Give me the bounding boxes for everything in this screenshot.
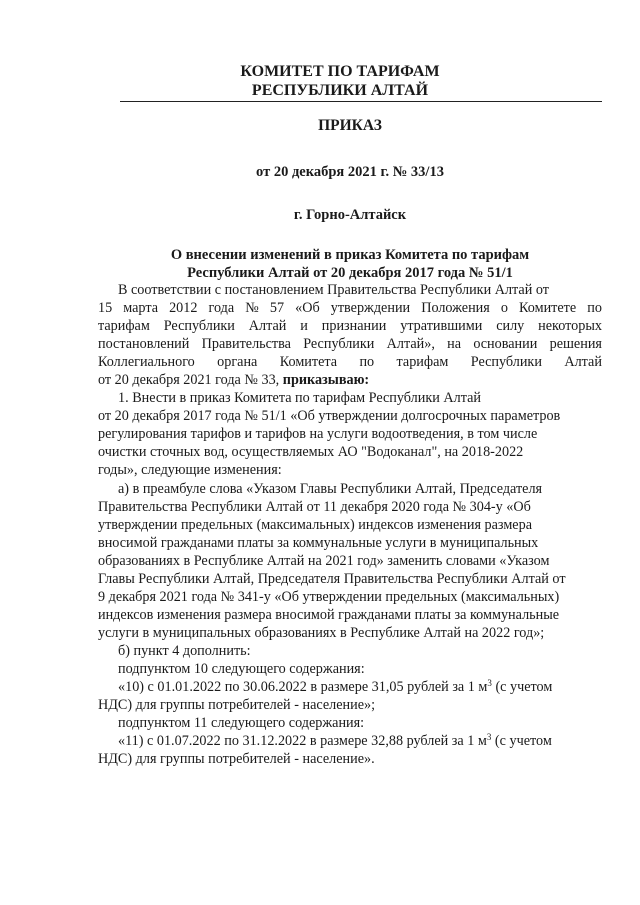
subitem-11-text: «11) с 01.07.2022 по 31.12.2022 в размере 32,88 рублей за 1 м [118, 733, 487, 750]
subject-line-1: О внесении изменений в приказ Комитета по тарифам [170, 247, 530, 263]
subject-line-2: Республики Алтай от 20 декабря 2017 года № 51/1 [187, 265, 513, 281]
subitem-10-text: «10) с 01.01.2022 по 30.06.2022 в размере 31,05 рублей за 1 м [118, 679, 488, 696]
word: марта [123, 300, 159, 317]
text-line [98, 353, 602, 371]
text-line: очистки сточных вод, осуществляемых АО "Водоканал", на 2018-2022 [98, 444, 524, 461]
word: Положения [421, 300, 490, 317]
word: утверждении [330, 300, 411, 317]
text-line: индексов изменения размера вносимой гражданами платы за коммунальные [98, 606, 560, 623]
text-line: НДС) для группы потребителей - население»; [98, 697, 376, 714]
word: года [208, 300, 235, 317]
word: 2012 [169, 300, 198, 317]
word: утратившими [400, 318, 483, 335]
word: Алтай [564, 354, 602, 371]
document-body [98, 281, 602, 768]
subitem-11-tail: (с учетом [491, 733, 552, 750]
word: решения [549, 336, 602, 353]
document-subject [98, 246, 602, 282]
word: органа [217, 354, 258, 371]
text-line [98, 678, 602, 696]
text-line: 1. Внести в приказ Комитета по тарифам Республики Алтай [118, 390, 481, 407]
word: Алтай», [386, 336, 435, 353]
word: по [359, 354, 375, 371]
text-line: услуги в муниципальных образованиях в Республике Алтай на 2022 год»; [98, 624, 545, 641]
text-line: утверждении предельных (максимальных) индексов изменения размера [98, 516, 532, 533]
word: 57 [269, 300, 285, 317]
text-line [98, 335, 602, 353]
word: тарифам [98, 318, 150, 335]
document-date-number: от 20 декабря 2021 г. № 33/13 [256, 164, 444, 180]
text-line: образованиях в Республике Алтай на 2021 год» заменить словами «Указом [98, 552, 550, 569]
word: на [447, 336, 462, 353]
word: Комитете [519, 300, 577, 317]
text-line: 9 декабря 2021 года № 341-у «Об утверждении предельных (максимальных) [98, 588, 560, 605]
word: Алтай [248, 318, 287, 335]
header-divider [120, 101, 602, 102]
cubic-superscript: 3 [487, 678, 492, 689]
text-line [98, 732, 602, 750]
word: 15 [98, 300, 113, 317]
organization-line-1: КОМИТЕТ ПО ТАРИФАМ [240, 63, 440, 80]
word: Комитета [279, 354, 338, 371]
text-line: регулирования тарифов и тарифов на услуги водоотведения, в том числе [98, 426, 538, 443]
word: Коллегиального [98, 354, 195, 371]
text-line: В соответствии с постановлением Правительства Республики Алтай от [118, 282, 549, 298]
text-line: от 20 декабря 2017 года № 51/1 «Об утверждении долгосрочных параметров [98, 408, 561, 425]
order-verb: приказываю: [282, 372, 370, 389]
word: признании [321, 318, 387, 335]
cubic-superscript: 3 [486, 732, 492, 743]
text-line: Правительства Республики Алтай от 11 декабря 2020 года № 304-у «Об [98, 498, 531, 515]
word: «Об [295, 300, 320, 317]
word: некоторых [538, 318, 602, 335]
word: постановлений [98, 336, 190, 353]
word: Правительства [201, 336, 291, 353]
document-type: ПРИКАЗ [318, 117, 382, 134]
intro-last-text: от 20 декабря 2021 года № 33, [98, 372, 280, 389]
word: по [587, 300, 602, 317]
word: основании [473, 336, 538, 353]
document-place: г. Горно-Алтайск [293, 207, 407, 223]
subitem-10-tail: (с учетом [491, 679, 553, 696]
word: № [245, 300, 259, 317]
text-line: б) пункт 4 дополнить: [118, 642, 251, 659]
text-line: годы», следующие изменения: [98, 462, 282, 479]
text-line: подпунктом 10 следующего содержания: [118, 660, 365, 677]
word: силу [496, 318, 525, 335]
word: Республики [163, 318, 235, 335]
organization-line-2: РЕСПУБЛИКИ АЛТАЙ [251, 82, 429, 99]
text-line [98, 299, 602, 317]
text-line: НДС) для группы потребителей - население». [98, 751, 375, 768]
word: тарифам [396, 354, 449, 371]
text-line [98, 317, 602, 335]
text-line: вносимой гражданами платы за коммунальные услуги в муниципальных [98, 534, 539, 551]
text-line [98, 371, 602, 389]
word: и [300, 318, 308, 335]
word: о [500, 300, 508, 317]
organization-name [120, 62, 560, 100]
text-line: подпунктом 11 следующего содержания: [118, 715, 365, 732]
word: Республики [470, 354, 542, 371]
text-line: а) в преамбуле слова «Указом Главы Республики Алтай, Председателя [118, 480, 543, 497]
text-line: Главы Республики Алтай, Председателя Правительства Республики Алтай от [98, 570, 566, 587]
word: Республики [303, 336, 375, 353]
